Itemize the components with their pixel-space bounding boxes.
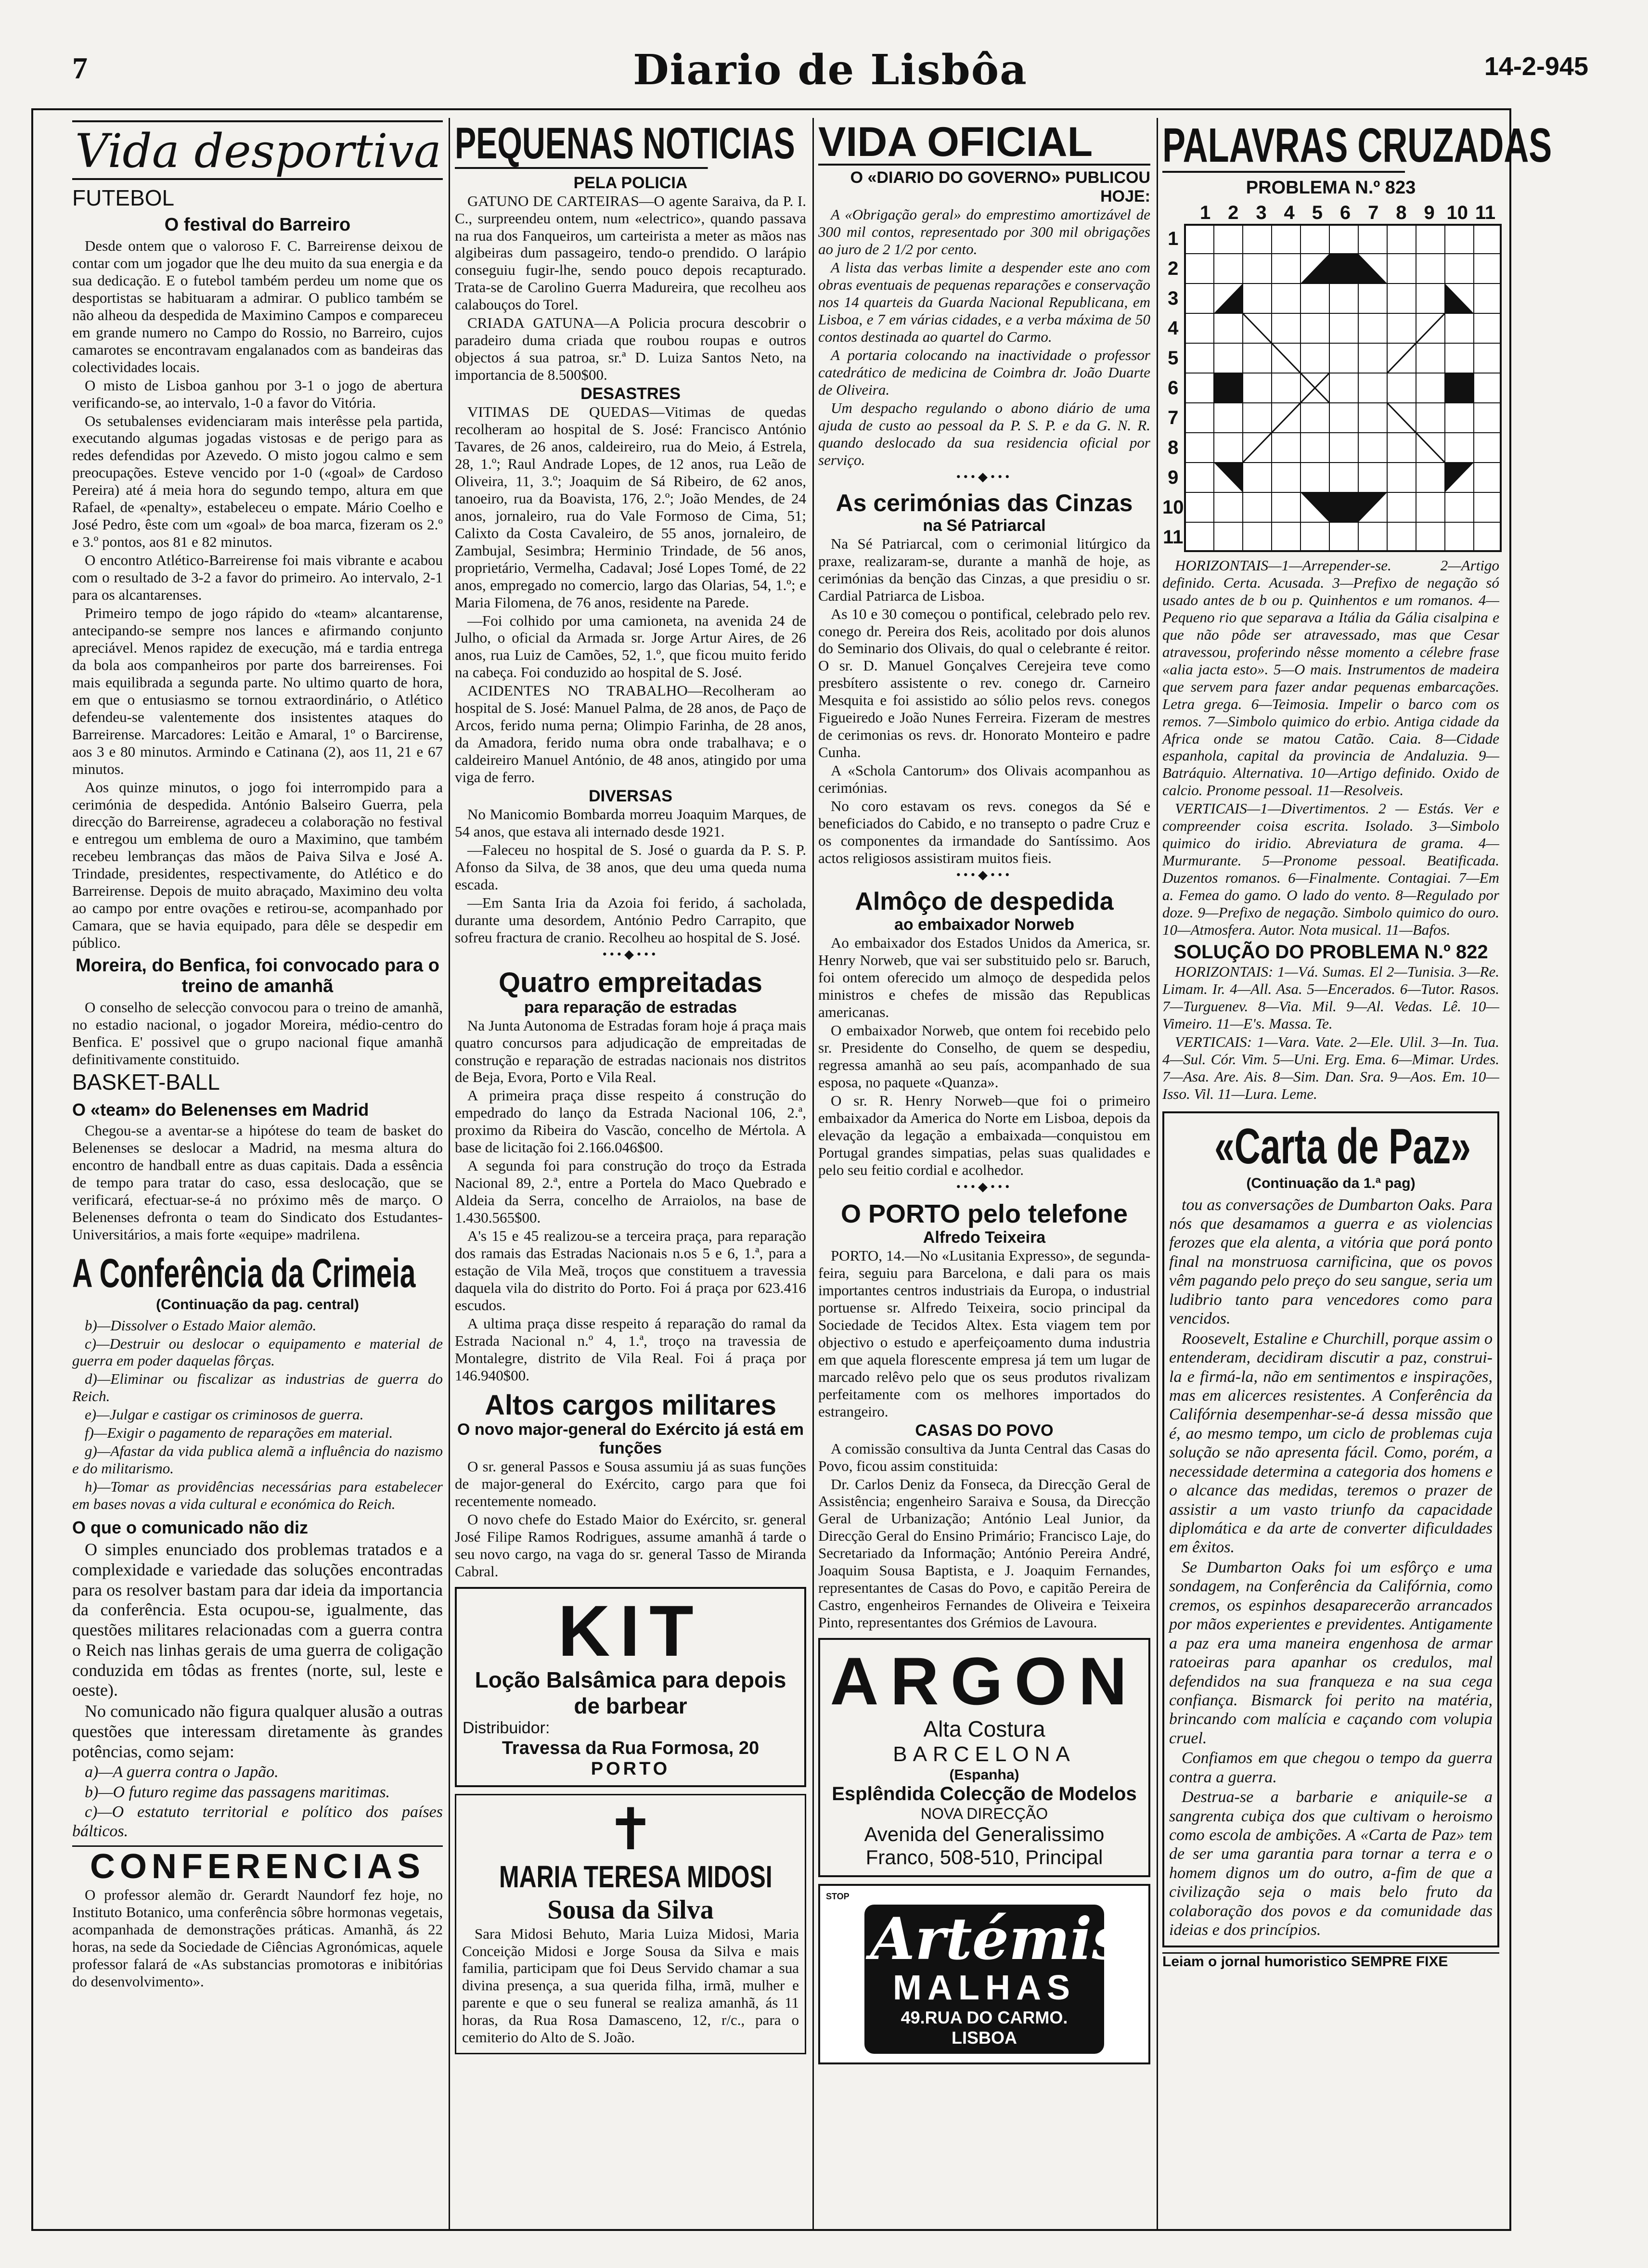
paragraph: O simples enunciado dos problemas tratados e a complexidade e variedade das soluções encontradas para os resolver bastam para dar ideia da importancia da conferência. Esta ocupou-se, igualmente, das questões militares relacionadas com a guerra contra o Reich nas linhas gerais de uma guerra de coligação conduzida em tôdas as frentes (norte, sul, leste e oeste). xyxy=(72,1540,443,1700)
paragraph: —Em Santa Iria da Azoia foi ferido, á sacholada, durante uma desordem, António Pedro Carrapito, que sofreu fractura de cranio. Recolheu ao hospital de S. José. xyxy=(455,894,806,946)
list-item: b)—Dissolver o Estado Maior alemão. xyxy=(85,1316,317,1334)
row-number: 10 xyxy=(1162,497,1184,518)
paragraph: No coro estavam os revs. conegos da Sé e beneficiados do Cabido, e no transepto o padre Cruz e os componentes da irmandade do Santíssimo. Aos actos religiosos assistiram muitos fieis. xyxy=(818,798,1150,866)
issue-date: 14-2-945 xyxy=(1484,52,1588,81)
list-item: g)—Afastar da vida publica alemã a influência do nazismo e do militarismo. xyxy=(72,1443,443,1477)
col-number: 3 xyxy=(1256,202,1267,223)
crossword-row-numbers xyxy=(1162,224,1184,552)
paragraph: Chegou-se a aventar-se a hipótese do team de basket do Belenenses se deslocar a Madrid, na mesma altura do encontro de handball entre as duas capitais. Dada a essência de tempo para tratar do caso, essa deslocação, que se verificará, efectuar-se-á no próximo mês de março. O Belenenses defronta o team do Sindicato dos Estudantes-Universitários, a mais forte «equipe» madrilena. xyxy=(72,1121,443,1243)
list-item: h)—Tomar as providências necessárias para estabelecer em bases novas a vida cultural e económica do Reich. xyxy=(72,1478,443,1513)
paragraph: O embaixador Norweb, que ontem foi recebido pelo sr. Presidente do Conselho, de quem se despediu, regressa amanhã ao seu país, acompanhado de sua esposa, no paquete «Quanza». xyxy=(818,1021,1150,1091)
crossword-horizontal-clues: HORIZONTAIS—1—Arrepender-se. 2—Artigo definido. Certa. Acusada. 3—Prefixo de negação só usado antes de b ou p. Quinhentos e um romanos. 4—Pequeno rio que separava a Itália da Gália cisalpina e que não pôde ser atravessado, mas que Cesar atravessou, proferindo nêsse momento a célebre frase «alia jacta esto». 5—O mais. Instrumentos de madeira que servem para fazer andar pequenas embarcações. Letra grega. 6—Teimosia. Impelir o barco com os remos. 7—Simbolo quimico do erbio. Antiga cidade da Africa onde se matou Catão. Caia. 8—Cidade espanhola, capital da provincia de Andaluzia. 9—Batráquio. Alternativa. 10—Artigo definido. Oxido de calcio. Pronome pessoal. 11—Resolveis. xyxy=(1162,557,1499,799)
ad-argon-line: Alta Costura xyxy=(923,1716,1045,1742)
paragraph: O novo chefe do Estado Maior do Exército, sr. general José Filipe Ramos Rodrigues, assume amanhã á tarde o seu novo cargo, na vaga do sr. general Tasso de Miranda Cabral. xyxy=(455,1511,806,1580)
paragraph: Ao embaixador dos Estados Unidos da America, sr. Henry Norweb, que vai ser substituido pelo sr. Baruch, foi ontem oferecido um almoço de despedida pelos ministros e chefes de missão das Republicas americanas. xyxy=(818,934,1150,1021)
headline-conferencias: CONFERENCIAS xyxy=(72,1845,443,1886)
obituary-name-2: Sousa da Silva xyxy=(547,1894,714,1925)
headline-empreitadas: Quatro empreitadas xyxy=(499,966,762,998)
paragraph: As 10 e 30 começou o pontifical, celebrado pelo rev. conego dr. Pereira dos Reis, acolitado por dois alunos do Seminario dos Olivais, do qual o celebrante é reitor. O sr. D. Manuel Gonçalves Cerejeira teve como presbítero assistente o rev. conego dr. Carneiro Mesquita e foi assistido ao sólio pelos revs. conegos Figueiredo e João Nunes Ferreira. Fizeram de mestres de cerimonias os revs. dr. Honorato Monteiro e padre Cunha. xyxy=(818,605,1150,761)
continuation-note: (Continuação da pag. central) xyxy=(156,1296,359,1313)
subhead-empreitadas: para reparação de estradas xyxy=(524,998,737,1017)
ad-artemis-malhas: MALHAS xyxy=(893,1969,1076,2008)
paragraph: A segunda foi para construção do troço da Estrada Nacional 89, 2.ª, entre a Portela do Maco Quebrado e Aldeia da Serra, concelho de Arraiolos, na base de 1.430.565$00. xyxy=(455,1157,806,1226)
ad-argon xyxy=(818,1638,1150,1877)
separator: •••◆••• xyxy=(602,947,659,961)
section-title-short-news: PEQUENAS NOTICIAS xyxy=(455,119,795,168)
solution-horizontal: HORIZONTAIS: 1—Vá. Sumas. El 2—Tunisia. 3—Re. Limam. Ir. 4—All. Asa. 5—Encerados. 6—Tutor. Rasos. 7—Turguenev. 8—Via. Mil. 9—Al. Vedas. Lê. 10—Vimeiro. 11—E's. Massa. Te. xyxy=(1162,963,1499,1032)
paragraph: A comissão consultiva da Junta Central das Casas do Povo, ficou assim constituida: xyxy=(818,1440,1150,1474)
headline-carta-de-paz: «Carta de Paz» xyxy=(1214,1118,1471,1174)
row-number: 3 xyxy=(1168,288,1179,309)
subhead-porto: Alfredo Teixeira xyxy=(923,1228,1046,1247)
paragraph: VITIMAS DE QUEDAS—Vitimas de quedas recolheram ao hospital de S. José: Francisco António Tavares, de 26 anos, caldeireiro, rua do Meio, á Estrela, 28, 1.º; Raul Andrade Lopes, de 12 anos, rua Leão de Oliveira, 11, 3.º; Joaquim de Sá Ribeiro, de 62 anos, tanoeiro, rua da Boavista, 176, 2.º; João Mendes, de 24 anos, jornaleiro, rua do Vale Formoso de Cima, 51; Calixto da Costa Cavaleiro, de 55 anos, jornaleiro, de Zambujal, Sesimbra; Herminio Trindade, de 56 anos, proprietário, Vermelha, Cadaval; José Lopes Tomé, de 22 anos, empregado no comercio, largo das Olarias, 54, 1.º; e Maria Filomena, de 76 anos, residente na Parede. xyxy=(455,403,806,611)
list-item: b)—O futuro regime das passagens maritimas. xyxy=(85,1783,390,1801)
row-number: 1 xyxy=(1168,228,1179,249)
paragraph: Os setubalenses evidenciaram mais interêsse pela partida, executando algumas jogadas vistosas e de perigo para as redes defendidas por Azevedo. O misto jogou calmo e sem preocupações. Esteve vencido por 1-0 («goal» de Cardoso Pereira) até á meia hora do segundo tempo, altura em que Rafael, de «penalty», estabeleceu o empate. Mário Coelho e José Pedro, êste com um «goal» de boa marca, fizeram os 2.º e 3.º pontos, aos 81 e 82 minutos. xyxy=(72,412,443,551)
col-number: 7 xyxy=(1368,202,1379,223)
subhead-desastres: DESASTRES xyxy=(580,385,681,403)
separator: •••◆••• xyxy=(956,1179,1013,1194)
section-title-crossword: PALAVRAS CRUZADAS xyxy=(1162,118,1552,172)
ad-artemis xyxy=(818,1884,1150,2064)
row-number: 4 xyxy=(1168,318,1179,339)
ad-kit-address: Travessa da Rua Formosa, 20 xyxy=(502,1738,760,1758)
col-number: 9 xyxy=(1424,202,1435,223)
ad-artemis-address: 49.RUA DO CARMO. LISBOA xyxy=(901,2008,1068,2048)
section-title-official: VIDA OFICIAL xyxy=(818,120,1150,166)
paragraph: A primeira praça disse respeito á construção do empedrado do lanço da Estrada Nacional 106, 2.ª, proximo da Ribeira do Vascão, concelho de Mértola. A base de licitação foi 2.166.046$00. xyxy=(455,1087,806,1156)
ad-argon-brand: ARGON xyxy=(830,1643,1139,1719)
ad-argon-line: BARCELONA xyxy=(893,1742,1076,1766)
paragraph: Aos quinze minutos, o jogo foi interrompido para a cerimónia de despedida. António Balseiro Guerra, pela direcção do Barreirense, agradeceu a colaboração no festival e entregou um emblema de ouro a Maximino, que também recebeu lembranças das mãos de Paiva Silva e José A. Trindade, presidentes, respectivamente, do Atlético e do Barreirense. Depois de muito abraçado, Maximino deu volta ao campo por entre ovações e retirou-se, acompanhado por Camara, que se havia equipado, para dêle se despedir em público. xyxy=(72,778,443,952)
obituary-name: MARIA TERESA MIDOSI xyxy=(499,1859,772,1894)
headline-porto: O PORTO pelo telefone xyxy=(840,1199,1128,1228)
paragraph: PORTO, 14.—No «Lusitania Expresso», de segunda-feira, seguiu para Barcelona, e dali para os mais importantes centros industriais da Europa, o industrial portuense sr. Alfredo Teixeira, socio principal da Sociedade de Tecidos Altex. Esta viagem tem por objectivo o estudo e aperfeiçoamento duma industria em que aquela florescente empresa já tem um lugar de marcado relêvo pelo que os seus produtos rivalizam perfeitamente com os melhores importados do estrangeiro. xyxy=(818,1247,1150,1420)
list-item: c)—Destruir ou deslocar o equipamento e material de guerra em poder daquelas fôrças. xyxy=(72,1335,443,1369)
ad-argon-line: Avenida del Generalissimo xyxy=(864,1822,1105,1845)
paragraph: A ultima praça disse respeito á reparação do ramal da Estrada Nacional n.º 4, 1.ª, troço na travessia de Montalegre, distrito de Vila Real. Foi á praça por 146.940$00. xyxy=(455,1314,806,1384)
row-number: 5 xyxy=(1168,348,1179,369)
headline-cinzas: As cerimónias das Cinzas xyxy=(836,489,1133,516)
solution-vertical: VERTICAIS: 1—Vara. Vate. 2—Ele. Ulil. 3—In. Tua. 4—Sul. Cór. Vim. 5—Uni. Erg. Ema. 6—Mimar. Urdes. 7—Asa. Are. Ais. 8—Sim. Dan. Sra. 9—Aos. Em. 10—Isso. Vil. 11—Lura. Leme. xyxy=(1162,1033,1499,1102)
paragraph: No Manicomio Bombarda morreu Joaquim Marques, de 54 anos, que estava ali internado desde 1921. xyxy=(455,806,806,840)
cross-icon: ✝ xyxy=(606,1796,655,1863)
list-item: f)—Exigir o pagamento de reparações em material. xyxy=(85,1424,393,1442)
row-number: 2 xyxy=(1168,258,1179,279)
paragraph: O conselho de selecção convocou para o treino de amanhã, no estadio nacional, o jogador Moreira, médio-centro do Benfica. E' possivel que o grupo nacional fique amanhã definitivamente constituido. xyxy=(72,999,443,1068)
paragraph: A «Obrigação geral» do emprestimo amortizável de 300 mil contos, representado por 300 mil obrigações ao juro de 2 1/2 por cento. xyxy=(818,206,1150,258)
separator: •••◆••• xyxy=(956,469,1013,484)
section-title-sports: Vida desportiva xyxy=(72,120,443,180)
footer-promo: Leiam o jornal humoristico SEMPRE FIXE xyxy=(1162,1952,1499,1970)
crossword-grid[interactable] xyxy=(1184,224,1502,552)
obituary-text: Sara Midosi Behuto, Maria Luiza Midosi, Maria Conceição Midosi e Jorge Sousa da Silva e mais familia, participam que foi Deus Servido chamar a sua divina presença, a sua querida filha, irmã, mulher e parente e que o seu funeral se realiza amanhã, ás 11 horas, da Rua Rosa Damasceno, 12, r/c., para o cemiterio do Alto de S. João. xyxy=(462,1925,799,2046)
ad-argon-line: NOVA DIRECÇÃO xyxy=(920,1804,1048,1822)
headline-crimeia: A Conferência da Crimeia xyxy=(72,1250,416,1296)
paragraph: Confiamos em que chegou o tempo da guerra contra a guerra. xyxy=(1169,1749,1493,1786)
paragraph: Na Junta Autonoma de Estradas foram hoje á praça mais quatro concursos para adjudicação de empreitadas de construção e reparação de estradas nacionais nos distritos de Beja, Evora, Porto e Vila Real. xyxy=(455,1017,806,1086)
column-rule xyxy=(449,118,450,2229)
headline-diario-governo: O «DIARIO DO GOVERNO» PUBLICOU HOJE: xyxy=(850,168,1150,206)
paragraph: Dr. Carlos Deniz da Fonseca, da Direcção Geral de Assistência; engenheiro Saraiva e Sousa, da Direcção Geral de Urbanização; António Leal Junior, da Direcção Geral do Ensino Primário; Francisco Laje, do Secretariado da Informação; António Pereira André, Joaquim Sousa Baptista, e J. Joaquim Fernandes, representantes de Casas do Povo, e capitão Pereira de Castro, engenheiros Fernandes de Oliveira e Teixeira Pinto, representantes dos Grémios de Lavoura. xyxy=(818,1475,1150,1631)
paragraph: GATUNO DE CARTEIRAS—O agente Saraiva, da P. I. C., surpreendeu ontem, num «electrico», quando passava na rua dos Fanqueiros, um carteirista a meter as mãos nas algibeiras dum passageiro, tendo-o prendido. O larápio conseguiu fugir-lhe, sendo pouco depois recapturado. Trata-se de Carolino Guerra Madureira, que recolheu aos calabouços do Torel. xyxy=(455,192,806,313)
paragraph: No comunicado não figura qualquer alusão a outras questões que interessam diretamente às grandes potências, como sejam: xyxy=(72,1701,443,1761)
continuation-note: (Continuação da 1.ª pag) xyxy=(1246,1175,1416,1191)
headline-belenenses: O «team» do Belenenses em Madrid xyxy=(72,1099,369,1120)
ad-argon-line: Franco, 508-510, Principal xyxy=(865,1846,1103,1869)
column-sports xyxy=(72,120,443,2225)
ad-kit xyxy=(455,1587,806,1787)
ad-artemis-stop: STOP xyxy=(826,1892,850,1902)
paragraph: Roosevelt, Estaline e Churchill, porque assim o entenderam, decidiram discutir a paz, construi-la e firmá-la, não em sentimentos e inspirações, mas em alicerces resistentes. A Conferência da Califórnia desempenhar-se-á dessa missão que é, ao mesmo tempo, um ciclo de problemas cuja solução se não apresenta fácil. Como, porém, a necessidade determina a categoria dos homens e o alcance das medidas, teremos o prazer de assistir a um vasto triunfo da capacidade diplomática e da arte de converter dificuldades em êxitos. xyxy=(1169,1329,1493,1557)
headline-comunicado: O que o comunicado não diz xyxy=(72,1518,309,1538)
paragraph: —Faleceu no hospital de S. José o guarda da P. S. P. Afonso da Silva, de 38 anos, que deu uma queda numa escada. xyxy=(455,841,806,893)
row-number: 7 xyxy=(1168,407,1179,428)
paragraph: Desde ontem que o valoroso F. C. Barreirense deixou de contar com um jogador que lhe deu muito da sua energia e da sua dedicação. E o futebol também perdeu um nome que os desportistas se habituaram a admirar. O publico também se não alheou da despedida de Maximino Campos e compareceu em grande numero no Campo do Rossio, no Barreiro, cujos camarotes se encontravam engalanados com as bandeiras das colectividades locais. xyxy=(72,237,443,375)
list-item: c)—O estatuto territorial e político dos países bálticos. xyxy=(72,1803,443,1840)
carta-de-paz-box xyxy=(1162,1111,1499,1947)
paragraph: Destrua-se a barbarie e aniquile-se a sangrenta cubiça dos que cultivam o heroismo como escola de ambições. A «Carta de Paz» tem de ser uma garantia para tornar a terra e o homem dignos um do outro, a-fim de que a civilização seja o mais belo fruto da colaboração dos povos e da comunidade das ideias e dos princípios. xyxy=(1169,1788,1493,1939)
paragraph: ACIDENTES NO TRABALHO—Recolheram ao hospital de S. José: Manuel Palma, de 28 anos, de Paço de Arcos, ferido numa perna; Olimpio Farinha, de 28 anos, da Amadora, ferido numa obra onde trabalhava; e o caldeireiro Manuel António, de 48 anos, atingido por uma viga de ferro. xyxy=(455,682,806,786)
column-rule xyxy=(812,118,814,2229)
crossword-vertical-clues: VERTICAIS—1—Divertimentos. 2 — Estás. Ver e compreender coisa escrita. Isolado. 3—Simbolo quimico do iridio. Abreviatura de grama. 4—Murmurante. 5—Pronome pessoal. Beatificada. Duzentos romanos. 6—Finalmente. Contagiai. 7—Em a. Femea do gamo. O lado do vento. 8—Regulado por doze. 9—Prefixo de negação. Simbolo quimico do ouro. 10—Atmosfera. Autor. Nota musical. 11—Bafos. xyxy=(1162,800,1499,939)
col-number: 8 xyxy=(1396,202,1407,223)
col-number: 10 xyxy=(1446,202,1468,223)
row-number: 6 xyxy=(1168,377,1179,399)
col-number: 4 xyxy=(1284,202,1295,223)
paragraph: A's 15 e 45 realizou-se a terceira praça, para reparação dos ramais das Estradas Nacionais n.os 5 e 6, 1.ª, para a estação de Vila Meã, troços que constituem a travessia daquela vila do distrito do Porto. Foi á praça por 623.416 escudos. xyxy=(455,1227,806,1314)
crossword xyxy=(1162,224,1499,552)
headline-festival: O festival do Barreiro xyxy=(164,215,351,235)
paragraph: O professor alemão dr. Gerardt Naundorf fez hoje, no Instituto Botanico, uma conferência sôbre hormonas vegetais, acompanhada de demonstrações práticas. Amanhã, ás 22 horas, na sede da Sociedade de Ciências Agronómicas, aquele professor falará de «As substancias promotoras e inibitórias do desenvolvimento». xyxy=(72,1886,443,1990)
separator: •••◆••• xyxy=(956,867,1013,882)
ad-argon-line: Esplêndida Colecção de Modelos xyxy=(832,1783,1137,1804)
obituary xyxy=(455,1794,806,2055)
ad-kit-line: Loção Balsâmica para depois de barbear xyxy=(475,1667,786,1719)
paragraph: —Foi colhido por uma camioneta, na avenida 24 de Julho, o oficial da Armada sr. Jorge Artur Aires, de 26 anos, rua Luiz de Camões, 52, 1.º, que ficou muito ferido na cabeça. Foi conduzido ao hospital de S. José. xyxy=(455,612,806,681)
paragraph: A lista das verbas limite a despender este ano com obras eventuais de pequenas reparações e conservação nos 14 quarteis da Guarda Nacional Republicana, em Lisboa, e 7 em várias cidades, e a verba máxima de 50 contos destinada ao quartel do Carmo. xyxy=(818,259,1150,345)
subhead-diversas: DIVERSAS xyxy=(589,787,672,806)
ad-artemis-brand: Artémis xyxy=(870,1905,1125,1973)
ad-argon-line: (Espanha) xyxy=(949,1766,1019,1783)
row-number: 8 xyxy=(1168,437,1179,458)
list-item: d)—Eliminar ou fiscalizar as industrias de guerra do Reich. xyxy=(72,1370,443,1405)
label-football: FUTEBOL xyxy=(72,185,175,210)
headline-solucao: SOLUÇÃO DO PROBLEMA N.º 822 xyxy=(1173,941,1488,963)
paragraph: tou as conversações de Dumbarton Oaks. Para nós que desamamos a guerra e as violencias ferozes que ela alenta, a vitória que porá ponto final na monstruosa carnificina, que os povos vêm pagando pelo preço do seu sangue, seria um ludibrio tanto para vencedores como para vencidos. xyxy=(1169,1196,1493,1328)
ad-kit-brand: KIT xyxy=(558,1590,703,1672)
column-rule xyxy=(1157,118,1158,2229)
col-number: 11 xyxy=(1475,202,1496,223)
column-crossword xyxy=(1162,118,1552,2225)
col-number: 2 xyxy=(1228,202,1239,223)
column-short-news xyxy=(455,120,806,2225)
subhead-altos-cargos: O novo major-general do Exército já está em funções xyxy=(457,1420,804,1458)
paragraph: Na Sé Patriarcal, com o cerimonial litúrgico da praxe, realizaram-se, durante a manhã de hoje, as cerimónias da benção das Cinzas, a que presidiu o sr. Cardial Patriarca de Lisboa. xyxy=(818,535,1150,604)
headline-benfica: Moreira, do Benfica, foi convocado para o treino de amanhã xyxy=(76,955,439,997)
paragraph: O sr. general Passos e Sousa assumiu já as suas funções de major-general do Exército, cargo para que foi recentemente nomeado. xyxy=(455,1458,806,1510)
paragraph: A «Schola Cantorum» dos Olivais acompanhou as cerimónias. xyxy=(818,762,1150,797)
paragraph: A portaria colocando na inactividade o professor catedrático de medicina de Coimbra dr. João Duarte de Oliveira. xyxy=(818,346,1150,398)
crossword-column-numbers xyxy=(1191,202,1499,224)
column-official xyxy=(818,120,1150,2225)
col-number: 5 xyxy=(1312,202,1323,223)
col-number: 1 xyxy=(1199,202,1211,223)
list-item: e)—Julgar e castigar os criminosos de guerra. xyxy=(85,1406,364,1423)
row-number: 9 xyxy=(1168,467,1179,488)
newspaper-title: Diario de Lisbôa xyxy=(633,46,1028,94)
label-basketball: BASKET-BALL xyxy=(72,1069,220,1095)
col-number: 6 xyxy=(1339,202,1351,223)
subhead-almoco: ao embaixador Norweb xyxy=(894,915,1075,934)
paragraph: CRIADA GATUNA—A Policia procura descobrir o paradeiro duma criada que roubou roupas e outros objectos á sua patroa, sr.ª D. Luiza Santos Neto, na importancia de 8.500$00. xyxy=(455,314,806,384)
masthead xyxy=(72,46,1588,99)
headline-almoco: Almôço de despedida xyxy=(855,888,1114,916)
paragraph: O sr. R. Henry Norweb—que foi o primeiro embaixador da America do Norte em Lisboa, depois da elevação da legação a embaixada—conquistou em Portugal grandes simpatias, pelas suas qualidades e pelo seu feitio cordial e acolhedor. xyxy=(818,1092,1150,1178)
ad-kit-city: PORTO xyxy=(591,1758,670,1779)
subhead-policia: PELA POLICIA xyxy=(573,173,688,192)
list-item: a)—A guerra contra o Japão. xyxy=(85,1763,279,1781)
subhead-casas-do-povo: CASAS DO POVO xyxy=(915,1421,1054,1440)
subhead-cinzas: na Sé Patriarcal xyxy=(923,516,1046,535)
paragraph: O encontro Atlético-Barreirense foi mais vibrante e acabou com o resultado de 3-2 a favor do primeiro. Ao intervalo, 2-1 para os alcantarenses. xyxy=(72,552,443,604)
paragraph: Se Dumbarton Oaks foi um esfôrço e uma sondagem, na Conferência da Califórnia, como cremos, os espinhos desaparecerão arrancados por mãos experientes e previdentes. Antigamente a paz era uma maneira engenhosa de armar ratoeiras para apanhar os credulos, mal defendidos na sua franqueza e na sua cega confiança. Bismarck foi perito na matéria, brincando com malícia e caçando com volupia cruel. xyxy=(1169,1558,1493,1747)
paragraph: Primeiro tempo de jogo rápido do «team» alcantarense, antecipando-se sempre nos lances e afirmando conjunto apreciável. Menos rapidez de execução, má e tardia entrega da bola aos companheiros por parte dos barreirenses. Foi mais equilibrada a segunda parte. No ultimo quarto de hora, em que o entusiasmo se tornou extraordinário, o Atlético defendeu-se valentemente dos insistentes ataques do Barreirense. Marcadores: Leitão e Amaral, 1º o Barcirense, aos 3 e 80 minutos. Armindo e Catinana (2), aos 11, 21 e 67 minutos. xyxy=(72,605,443,777)
headline-problema: PROBLEMA N.º 823 xyxy=(1246,178,1416,198)
headline-altos-cargos: Altos cargos militares xyxy=(485,1389,776,1421)
ad-kit-dist: Distribuidor: xyxy=(463,1719,550,1738)
row-number: 11 xyxy=(1163,527,1184,548)
paragraph: O misto de Lisboa ganhou por 3-1 o jogo de abertura verificando-se, ao intervalo, 1-0 a favor do Vitória. xyxy=(72,376,443,411)
paragraph: Um despacho regulando o abono diário de uma ajuda de custo ao pessoal da P. S. P. e da G. N. R. quando deslocado da sua residencia oficial por serviço. xyxy=(818,399,1150,468)
page-number: 7 xyxy=(72,51,88,85)
